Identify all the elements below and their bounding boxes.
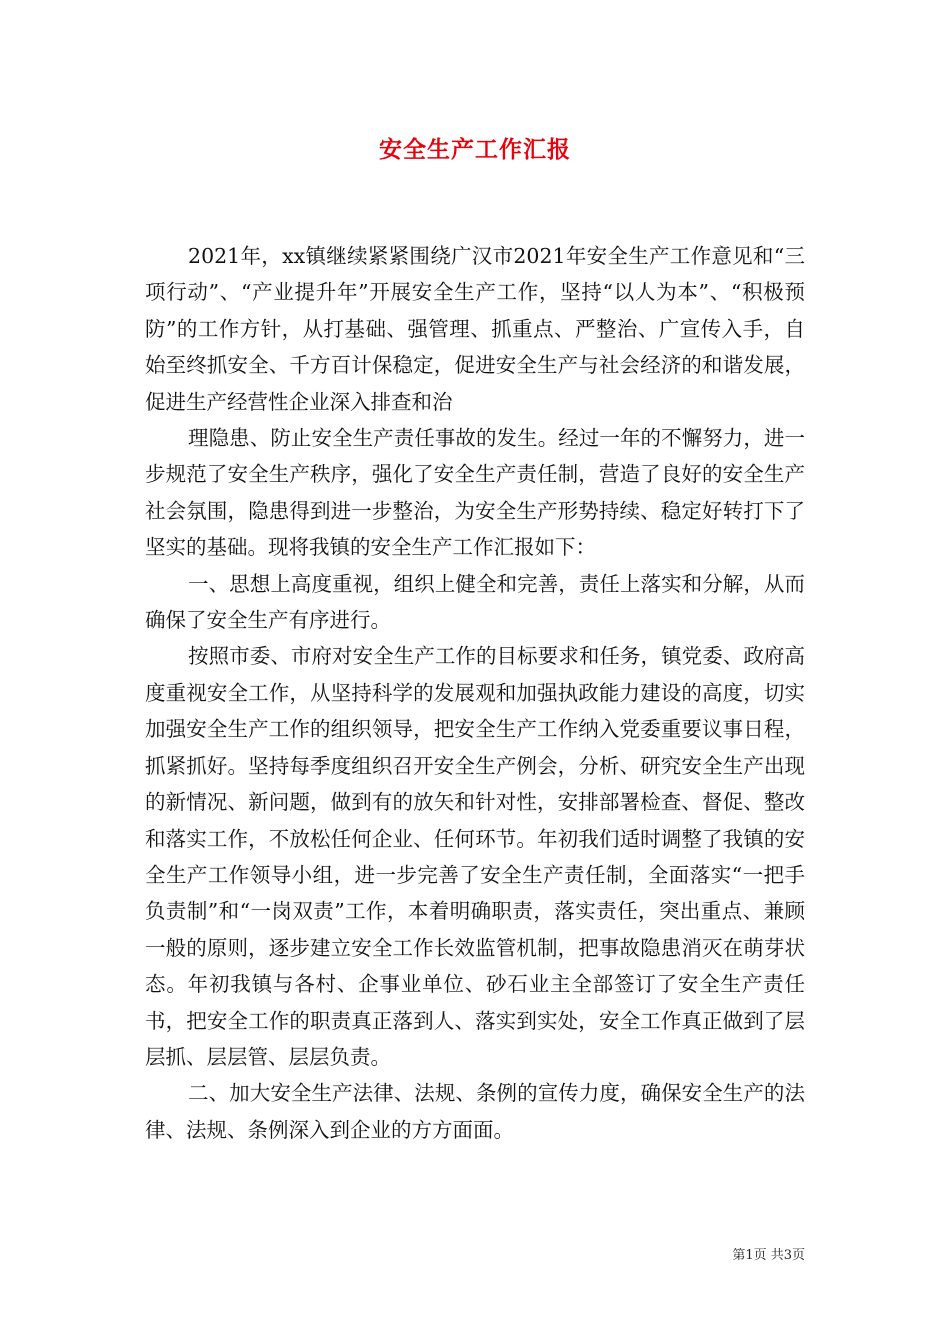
document-body <box>145 238 805 1148</box>
paragraph-section-1: 按照市委、市府对安全生产工作的目标要求和任务，镇党委、政府高度重视安全工作，从坚持科学的发展观和加强执政能力建设的高度，切实加强安全生产工作的组织领导，把安全生产工作纳入党委重要议事日程，抓紧抓好。坚持每季度组织召开安全生产例会，分析、研究安全生产出现的新情况、新问题，做到有的放矢和针对性，安排部署检查、督促、整改和落实工作，不放松任何企业、任何环节。年初我们适时调整了我镇的安全生产工作领导小组，进一步完善了安全生产责任制，全面落实“一把手负责制”和“一岗双责”工作，本着明确职责，落实责任，突出重点、兼顾一般的原则，逐步建立安全工作长效监管机制，把事故隐患消灭在萌芽状态。年初我镇与各村、企事业单位、砂石业主全部签订了安全生产责任书，把安全工作的职责真正落到人、落实到实处，安全工作真正做到了层层抓、层层管、层层负责。 <box>145 644 805 1069</box>
paragraph-intro: 2021年，xx镇继续紧紧围绕广汉市2021年安全生产工作意见和“三项行动”、“产业提升年”开展安全生产工作，坚持“以人为本”、“积极预防”的工作方针，从打基础、强管理、抓重点、严整治、广宣传入手，自始至终抓安全、千方百计保稳定，促进安全生产与社会经济的和谐发展，促进生产经营性企业深入排查和治 <box>145 244 805 414</box>
paragraph-intro-continued: 理隐患、防止安全生产责任事故的发生。经过一年的不懈努力，进一步规范了安全生产秩序，强化了安全生产责任制，营造了良好的安全生产社会氛围，隐患得到进一步整治，为安全生产形势持续、稳定好转打下了坚实的基础。现将我镇的安全生产工作汇报如下： <box>145 426 805 560</box>
document-title: 安全生产工作汇报 <box>379 136 571 163</box>
page-number-footer: 第1页 共3页 <box>732 1248 805 1263</box>
section-heading-2: 二、加大安全生产法律、法规、条例的宣传力度，确保安全生产的法律、法规、条例深入到企业的方方面面。 <box>145 1081 805 1142</box>
section-heading-1: 一、思想上高度重视，组织上健全和完善，责任上落实和分解，从而确保了安全生产有序进行。 <box>145 571 805 633</box>
